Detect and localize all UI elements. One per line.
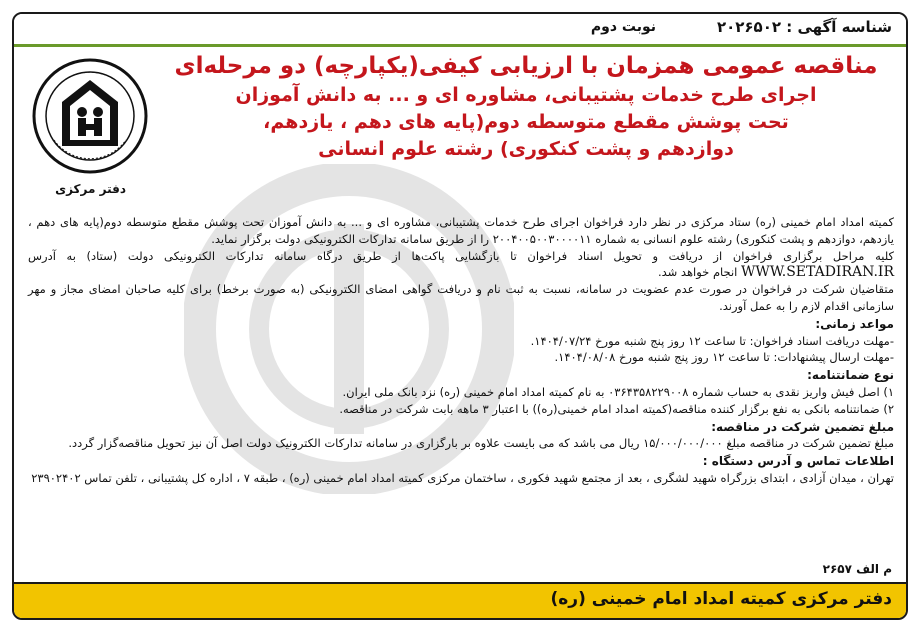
title-line-3: تحت پوشش مقطع متوسطه دوم(پایه های دهم ، یازدهم،	[263, 111, 789, 133]
amount-heading: مبلغ تضمین شرکت در مناقصه:	[711, 419, 894, 434]
intro-paragraph: کمیته امداد امام خمینی (ره) ستاد مرکزی در نظر دارد فراخوان اجرای طرح خدمات پشتیبانی، مشاوره ای و ... به دانش آموزان تحت پوشش مقطع متوسطه دوم(پایه های دهم ، یازدهم، دوازدهم و پشت کنکوری) رشته علوم انسانی به شماره ۲۰۰۴۰۰۵۰۰۳۰۰۰۰۱۱ را از طریق سامانه تدارکات الکترونیکی دولت برگزار نماید.	[28, 215, 894, 246]
schedule-heading: مواعد زمانی:	[815, 316, 894, 331]
registration-paragraph: متقاضیان شرکت در فراخوان در صورت عدم عضویت در سامانه، نسبت به ثبت نام و دریافت گواهی امضای الکترونیکی (به صورت برخط) برای کلیه صاحبان امضای مجاز و مهر سازمانی اقدام لازم را به عمل آورند.	[28, 282, 894, 313]
procedure-paragraph	[28, 248, 894, 282]
footer-bar	[14, 582, 906, 618]
guarantee-item: ۲) ضمانتنامه بانکی به نفع برگزار کننده مناقصه(کمیته امداد امام خمینی(ره)) با اعتبار ۳ ماهه بابت شرکت در مناقصه.	[339, 401, 894, 416]
footer-text: دفتر مرکزی کمیته امداد امام خمینی (ره)	[550, 589, 892, 609]
ad-id: شناسه آگهی : ۲۰۲۶۵۰۲	[716, 18, 892, 36]
setad-url: WWW.SETADIRAN.IR	[741, 264, 894, 281]
announcement-title	[156, 50, 896, 163]
title-line-4: دوازدهم و پشت کنکوری) رشته علوم انسانی	[318, 138, 734, 160]
ad-frame	[12, 12, 908, 620]
document-number: م الف ۲۶۵۷	[822, 562, 892, 576]
schedule-item: -مهلت ارسال پیشنهادات: تا ساعت ۱۲ روز پنج شنبه مورخ ۱۴۰۴/۰۸/۰۸.	[554, 350, 894, 365]
amount-text: مبلغ تضمین شرکت در مناقصه مبلغ ۱۵/۰۰۰/۰۰۰/۰۰۰ ریال می باشد که می بایست علاوه بر بارگزاری در سامانه تدارکات الکترونیک دولت اصل آن نیز تحویل مناقصه‌گزار گردد.	[68, 436, 894, 451]
logo-caption: دفتر مرکزی	[55, 182, 126, 196]
title-line-1: مناقصه عمومی همزمان با ارزیابی کیفی(یکپارچه) دو مرحله‌ای	[174, 53, 878, 79]
procedure-text: کلیه مراحل برگزاری فراخوان از دریافت و تحویل اسناد فراخوان تا بازگشایی پاکت‌ها از طریق درگاه سامانه تدارکات الکترونیکی دولت (ستاد) به آدرس	[28, 248, 894, 263]
guarantee-heading: نوع ضمانتنامه:	[807, 368, 894, 383]
announcement-body	[28, 214, 894, 487]
contact-heading: اطلاعات تماس و آدرس دستگاه :	[702, 454, 894, 469]
title-line-2: اجرای طرح خدمات پشتیبانی، مشاوره ای و ... به دانش آموزان	[235, 84, 817, 106]
seal-icon	[28, 54, 152, 184]
ad-header-bar	[14, 14, 906, 47]
guarantee-item: ۱) اصل فیش واریز نقدی به حساب شماره ۰۳۶۴۳۵۸۲۲۹۰۰۸ به نام کمیته امداد امام خمینی (ره) نزد بانک ملی ایران.	[342, 384, 894, 399]
procedure-tail: انجام خواهد شد.	[657, 265, 738, 280]
ad-round: نوبت دوم	[590, 19, 656, 35]
contact-text: تهران ، میدان آزادی ، ابتدای بزرگراه شهید لشگری ، بعد از مجتمع شهید فکوری ، ساختمان مرکزی کمیته امداد امام خمینی (ره) ، طبقه ۷ ، اداره کل پشتیبانی ، تلفن تماس ۲۳۹۰۲۴۰۲	[31, 470, 894, 485]
schedule-item: -مهلت دریافت اسناد فراخوان: تا ساعت ۱۲ روز پنج شنبه مورخ ۱۴۰۴/۰۷/۲۴.	[530, 333, 894, 348]
